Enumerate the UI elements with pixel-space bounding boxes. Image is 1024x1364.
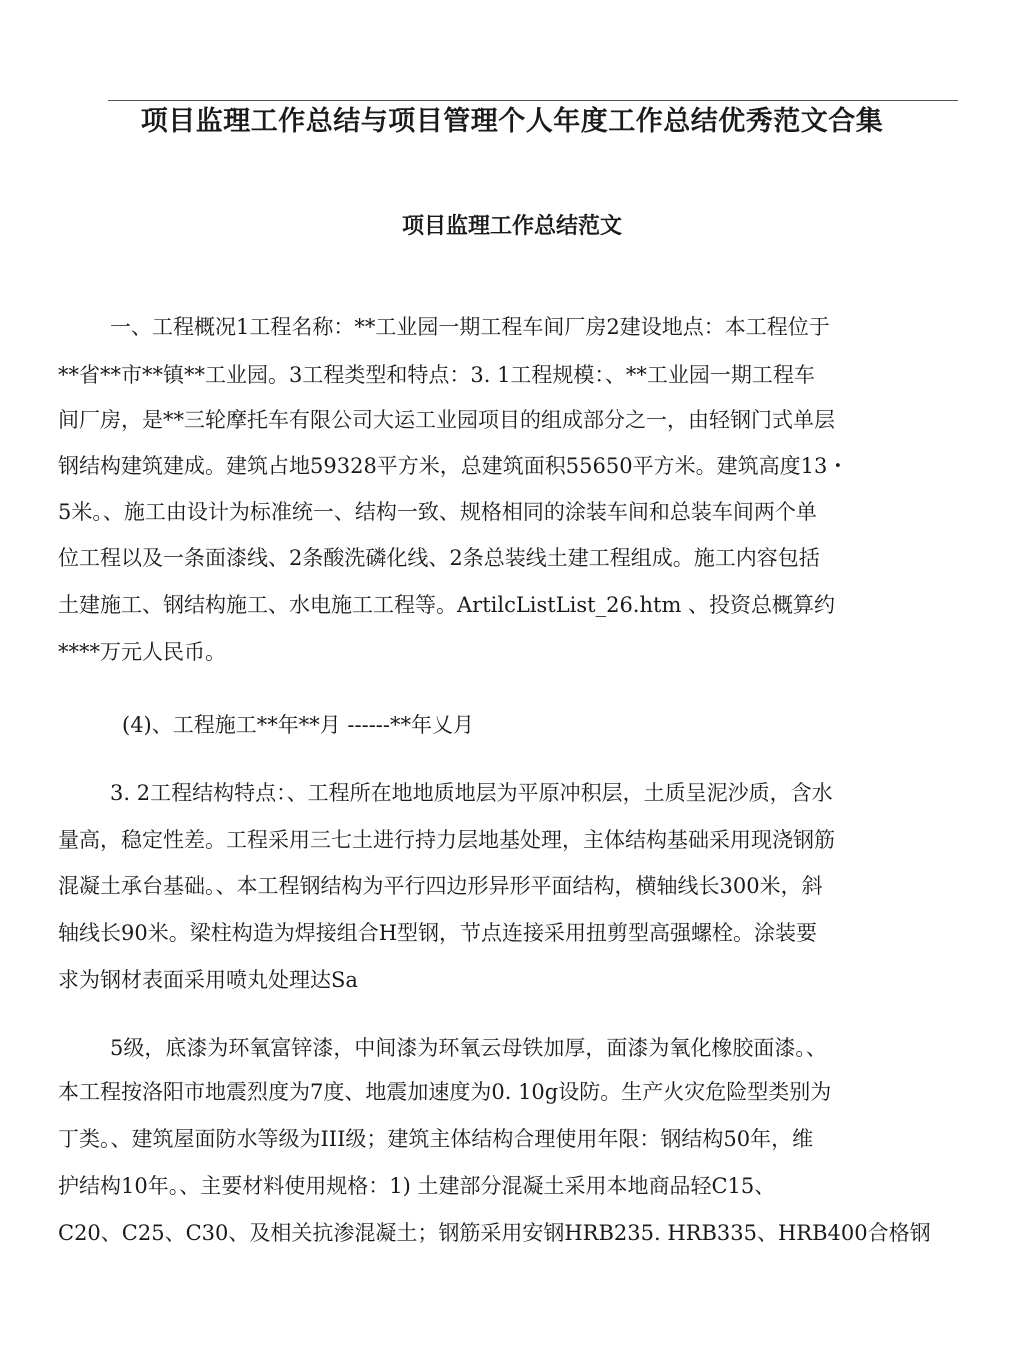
- body-line-9: (4)、工程施工**年**月 ------**年乂月: [122, 713, 474, 737]
- body-line-13: 轴线长90米。梁柱构造为焊接组合H型钢，节点连接采用扭剪型高强螺栓。涂装要: [58, 921, 818, 945]
- body-line-18: 护结构10年。、主要材料使用规格：1) 土建部分混凝土采用本地商品轻C15、: [58, 1174, 776, 1198]
- body-line-4: 钢结构建筑建成。建筑占地59328平方米，总建筑面积55650平方米。建筑高度13・: [58, 454, 849, 478]
- body-line-12: 混凝土承台基础。、本工程钢结构为平行四边形异形平面结构，横轴线长300米，斜: [58, 874, 823, 898]
- body-line-17: 丁类。、建筑屋面防水等级为III级；建筑主体结构合理使用年限：钢结构50年，维: [58, 1127, 814, 1151]
- body-line-5: 5米。、施工由设计为标准统一、结构一致、规格相同的涂装车间和总装车间两个单: [58, 500, 817, 524]
- body-line-10: 3. 2工程结构特点：、工程所在地地质地层为平原冲积层，土质呈泥沙质，含水: [110, 781, 833, 805]
- section-title: 项目监理工作总结范文: [401, 214, 622, 239]
- document-title: 项目监理工作总结与项目管理个人年度工作总结优秀范文合集: [140, 106, 884, 137]
- body-line-14: 求为钢材表面采用喷丸处理达Sa: [58, 968, 358, 992]
- body-line-11: 量高，稳定性差。工程采用三七土进行持力层地基处理，主体结构基础采用现浇钢筋: [58, 828, 835, 852]
- body-line-6: 位工程以及一条面漆线、2条酸洗磷化线、2条总装线土建工程组成。施工内容包括: [58, 546, 820, 570]
- body-line-8: ****万元人民币。: [58, 640, 226, 664]
- body-line-16: 本工程按洛阳市地震烈度为7度、地震加速度为0. 10g设防。生产火灾危险型类别为: [58, 1080, 832, 1104]
- body-line-1: 一、工程概况1工程名称：**工业园一期工程车间厂房2建设地点：本工程位于: [110, 315, 830, 339]
- body-line-19: C20、C25、C30、及相关抗渗混凝土；钢筋采用安钢HRB235. HRB335、HRB400合格钢: [58, 1221, 931, 1245]
- body-line-7: 土建施工、钢结构施工、水电施工工程等。ArtilcListList_26.htm 、投资总概算约: [58, 593, 836, 617]
- body-line-2: **省**市**镇**工业园。3工程类型和特点：3. 1工程规模：、**工业园一期工程车: [58, 363, 815, 387]
- body-line-3: 间厂房，是**三轮摩托车有限公司大运工业园项目的组成部分之一，由轻钢门式单层: [58, 408, 835, 432]
- header-rule: [108, 100, 958, 101]
- body-line-15: 5级，底漆为环氧富锌漆，中间漆为环氧云母铁加厚，面漆为氧化橡胶面漆。、: [110, 1036, 827, 1060]
